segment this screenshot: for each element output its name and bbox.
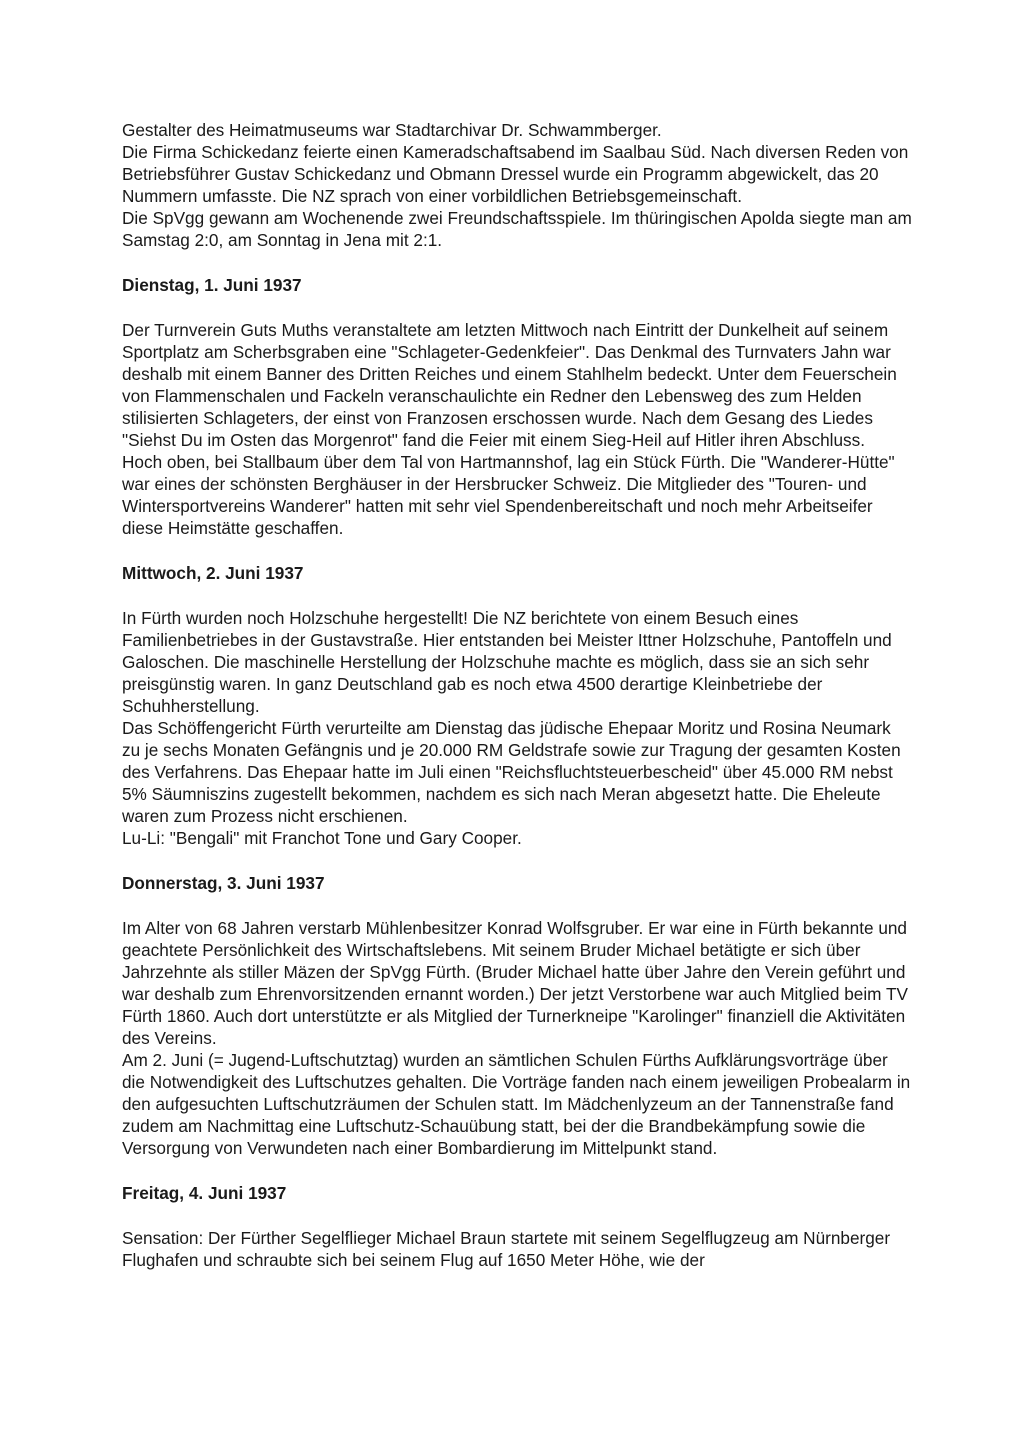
section-donnerstag <box>122 872 912 1159</box>
section-paragraph: Im Alter von 68 Jahren verstarb Mühlenbesitzer Konrad Wolfsgruber. Er war eine in Fürth bekannte und geachtete Persönlichkeit des Wirtschaftslebens. Mit seinem Bruder Michael betätigte er sich über Jahrzehnte als stiller Mäzen der SpVgg Fürth. (Bruder Michael hatte über Jahre den Verein geführt und war deshalb zum Ehrenvorsitzenden ernannt worden.) Der jetzt Verstorbene war auch Mitglied beim TV Fürth 1860. Auch dort unterstützte er als Mitglied der Turnerkneipe "Karolinger" finanziell die Aktivitäten des Vereins. <box>122 918 908 1048</box>
section-paragraph: Sensation: Der Fürther Segelflieger Michael Braun startete mit seinem Segelflugzeug am Nürnberger Flughafen und schraubte sich bei seinem Flug auf 1650 Meter Höhe, wie der <box>122 1228 891 1270</box>
section-paragraph: Das Schöffengericht Fürth verurteilte am Dienstag das jüdische Ehepaar Moritz und Rosina Neumark zu je sechs Monaten Gefängnis und je 20.000 RM Geldstrafe sowie zur Tragung der gesamten Kosten des Verfahrens. Das Ehepaar hatte im Juli einen "Reichsfluchtsteuerbescheid" über 45.000 RM nebst 5% Säumniszins zugestellt bekommen, nachdem es sich nach Meran abgesetzt hatte. Die Eheleute waren zum Prozess nicht erschienen. <box>122 718 901 826</box>
section-paragraph: Lu-Li: "Bengali" mit Franchot Tone und Gary Cooper. <box>122 828 522 848</box>
section-mittwoch <box>122 562 912 849</box>
section-heading: Dienstag, 1. Juni 1937 <box>122 275 302 295</box>
intro-paragraph: Gestalter des Heimatmuseums war Stadtarchivar Dr. Schwammberger. <box>122 120 662 140</box>
section-freitag <box>122 1182 912 1271</box>
intro-block <box>122 119 912 251</box>
section-paragraph: Der Turnverein Guts Muths veranstaltete am letzten Mittwoch nach Eintritt der Dunkelheit auf seinem Sportplatz am Scherbsgraben eine "Schlageter-Gedenkfeier". Das Denkmal des Turnvaters Jahn war deshalb mit einem Banner des Dritten Reiches und einem Stahlhelm bedeckt. Unter dem Feuerschein von Flammenschalen und Fackeln veranschaulichte ein Redner den Lebensweg des zum Helden stilisierten Schlageters, der einst von Franzosen erschossen wurde. Nach dem Gesang des Liedes "Siehst Du im Osten das Morgenrot" fand die Feier mit einem Sieg-Heil auf Hitler ihren Abschluss. <box>122 320 897 450</box>
intro-paragraph: Die Firma Schickedanz feierte einen Kameradschaftsabend im Saalbau Süd. Nach diversen Reden von Betriebsführer Gustav Schickedanz und Obmann Dressel wurde ein Programm abgewickelt, das 20 Nummern umfasste. Die NZ sprach von einer vorbildlichen Betriebsgemeinschaft. <box>122 142 909 206</box>
intro-paragraph: Die SpVgg gewann am Wochenende zwei Freundschaftsspiele. Im thüringischen Apolda siegte man am Samstag 2:0, am Sonntag in Jena mit 2:1. <box>122 208 912 250</box>
section-dienstag <box>122 274 912 539</box>
section-paragraph: Am 2. Juni (= Jugend-Luftschutztag) wurden an sämtlichen Schulen Fürths Aufklärungsvorträge über die Notwendigkeit des Luftschutzes gehalten. Die Vorträge fanden nach einem jeweiligen Probealarm in den aufgesuchten Luftschutzräumen der Schulen statt. Im Mädchenlyzeum an der Tannenstraße fand zudem am Nachmittag eine Luftschutz-Schauübung statt, bei der die Brandbekämpfung sowie die Versorgung von Verwundeten nach einer Bombardierung im Mittelpunkt stand. <box>122 1050 911 1158</box>
section-paragraph: Hoch oben, bei Stallbaum über dem Tal von Hartmannshof, lag ein Stück Fürth. Die "Wanderer-Hütte" war eines der schönsten Berghäuser in der Hersbrucker Schweiz. Die Mitglieder des "Touren- und Wintersportvereins Wanderer" hatten mit sehr viel Spendenbereitschaft und noch mehr Arbeitseifer diese Heimstätte geschaffen. <box>122 452 895 538</box>
document-page <box>122 119 912 1271</box>
section-heading: Freitag, 4. Juni 1937 <box>122 1183 287 1203</box>
section-paragraph: In Fürth wurden noch Holzschuhe hergestellt! Die NZ berichtete von einem Besuch eines Familienbetriebes in der Gustavstraße. Hier entstanden bei Meister Ittner Holzschuhe, Pantoffeln und Galoschen. Die maschinelle Herstellung der Holzschuhe machte es möglich, dass sie an sich sehr preisgünstig waren. In ganz Deutschland gab es noch etwa 4500 derartige Kleinbetriebe der Schuhherstellung. <box>122 608 892 716</box>
section-heading: Mittwoch, 2. Juni 1937 <box>122 563 304 583</box>
section-heading: Donnerstag, 3. Juni 1937 <box>122 873 325 893</box>
